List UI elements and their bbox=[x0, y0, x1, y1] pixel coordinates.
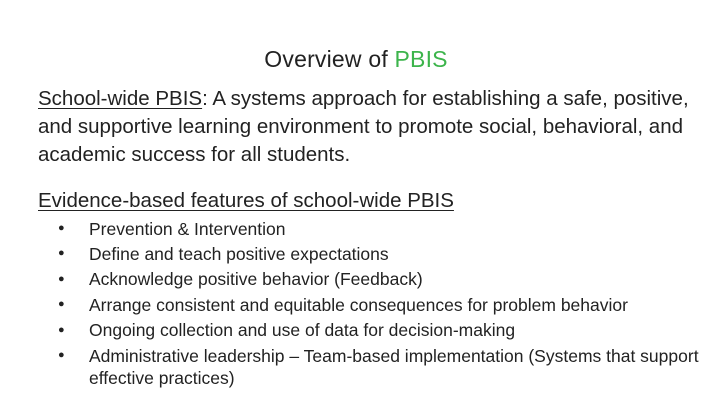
feature-item bbox=[38, 216, 718, 241]
feature-text: Prevention & Intervention bbox=[89, 218, 286, 239]
feature-text: Arrange consistent and equitable consequences for problem behavior bbox=[89, 294, 628, 315]
title-prefix: Overview of bbox=[264, 46, 395, 72]
feature-text: Acknowledge positive behavior (Feedback) bbox=[89, 269, 423, 290]
feature-item bbox=[38, 241, 718, 266]
feature-item bbox=[38, 318, 718, 343]
bullet-icon: ● bbox=[58, 298, 65, 311]
features-list bbox=[38, 216, 718, 390]
feature-text: Define and teach positive expectations bbox=[89, 244, 389, 265]
feature-item bbox=[38, 343, 718, 390]
definition-body: : A systems approach for establishing a safe, positive, and supportive learning environment to promote social, behavioral, and academic success for all students. bbox=[38, 87, 689, 166]
features-heading: Evidence-based features of school-wide PBIS bbox=[38, 189, 454, 212]
feature-item bbox=[38, 267, 718, 292]
pbis-definition bbox=[38, 85, 718, 169]
bullet-icon: ● bbox=[58, 323, 65, 336]
bullet-icon: ● bbox=[58, 348, 65, 361]
bullet-icon: ● bbox=[58, 247, 65, 260]
feature-text: Ongoing collection and use of data for decision-making bbox=[89, 320, 516, 341]
bullet-icon: ● bbox=[58, 222, 65, 234]
title-accent: PBIS bbox=[394, 46, 448, 72]
bullet-icon: ● bbox=[58, 272, 65, 285]
feature-item bbox=[38, 292, 718, 317]
slide-title bbox=[0, 44, 712, 74]
definition-term: School-wide PBIS bbox=[38, 87, 203, 110]
feature-text: Administrative leadership – Team-based implementation (Systems that support effective practices) bbox=[89, 345, 699, 388]
